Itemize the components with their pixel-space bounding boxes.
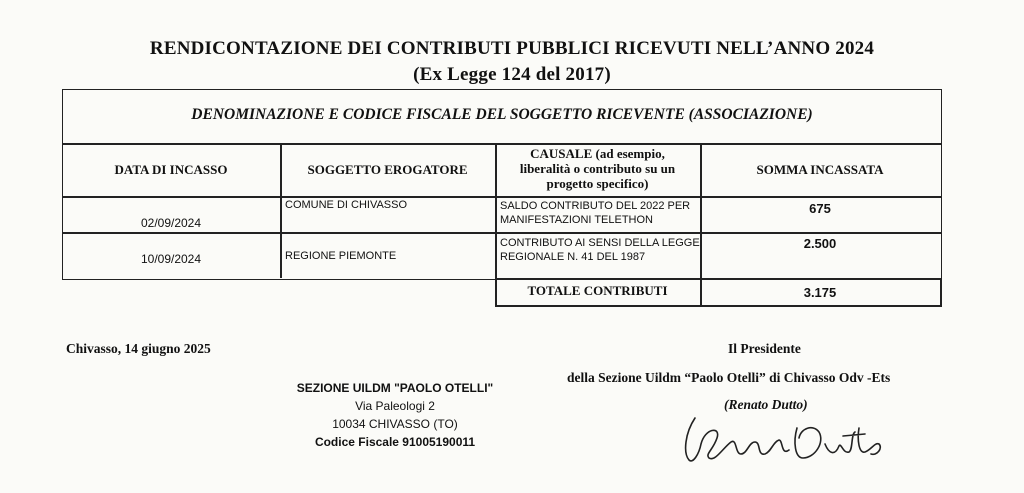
- president-name: (Renato Dutto): [724, 397, 808, 412]
- document-subtitle: (Ex Legge 124 del 2017): [413, 64, 611, 85]
- signature-image: [665, 398, 895, 478]
- row1-causale: SALDO CONTRIBUTO DEL 2022 PER MANIFESTAZIONI TELETHON: [500, 200, 691, 226]
- row2-causale: CONTRIBUTO AI SENSI DELLA LEGGE REGIONALE N. 41 DEL 1987: [500, 237, 700, 263]
- association-stamp: SEZIONE UILDM "PAOLO OTELLI" Via Paleologi 2 10034 CHIVASSO (TO) Codice Fiscale 91005190011: [296, 381, 494, 449]
- col-header-date: DATA DI INCASSO: [114, 162, 228, 177]
- row1-entity: COMUNE DI CHIVASSO: [285, 199, 408, 211]
- document-title: RENDICONTAZIONE DEI CONTRIBUTI PUBBLICI RICEVUTI NELL’ANNO 2024: [149, 38, 875, 59]
- col-header-entity: SOGGETTO EROGATORE: [307, 162, 468, 177]
- president-org: della Sezione Uildm “Paolo Otelli” di Chivasso Odv -Ets: [567, 370, 891, 385]
- president-title: Il Presidente: [728, 341, 801, 356]
- col-header-amount: SOMMA INCASSATA: [756, 162, 884, 177]
- total-value: 3.175: [803, 285, 837, 300]
- row1-amount: 675: [809, 201, 831, 216]
- row2-date: 10/09/2024: [140, 252, 202, 266]
- place-date: Chivasso, 14 giugno 2025: [66, 341, 211, 356]
- total-label: TOTALE CONTRIBUTI: [527, 283, 668, 298]
- col-header-causale: CAUSALE (ad esempio, liberalità o contributo su un progetto specifico): [519, 146, 676, 191]
- row2-amount: 2.500: [803, 236, 837, 251]
- row2-entity: REGIONE PIEMONTE: [285, 250, 397, 262]
- row1-date: 02/09/2024: [140, 216, 202, 230]
- table-caption: DENOMINAZIONE E CODICE FISCALE DEL SOGGETTO RICEVENTE (ASSOCIAZIONE): [191, 106, 813, 123]
